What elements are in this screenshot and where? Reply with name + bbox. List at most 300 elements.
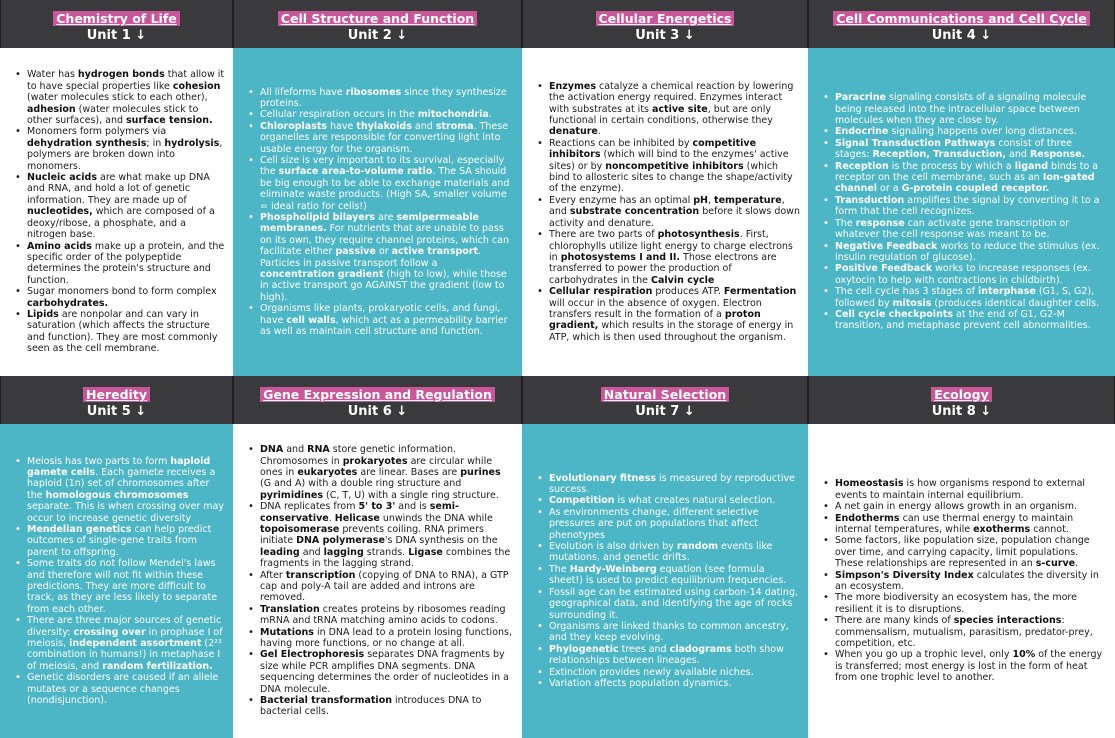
bold-term: crossing over xyxy=(73,626,146,638)
bold-term: semipermeable membranes. xyxy=(260,212,479,235)
bold-term: Simpson's Diversity Index xyxy=(835,569,974,581)
bullet-text: is what creates natural selection. xyxy=(614,495,776,507)
bullet-text: are circular while ones in xyxy=(260,455,493,478)
bullet-text: separates DNA fragments by size while PCR amplifies DNA segments. DNA sequencing determines the order of nucleotides in a DNA molecule. xyxy=(260,649,509,695)
bullet-text: Sugar monomers bond to form complex xyxy=(27,286,217,298)
bullet-text: . Particles in passive transport follow a xyxy=(260,246,482,269)
bullet-text: The xyxy=(549,563,570,575)
bullet-item xyxy=(12,672,225,706)
bullet-text: Reactions can be inhibited by xyxy=(549,137,693,149)
bullet-text: cannot. xyxy=(1030,523,1069,535)
bullet-text: (which will bind to the enzymes' active sites) or by xyxy=(549,149,789,172)
bold-term: Lipids xyxy=(27,308,59,320)
bullet-text: signaling consists of a signaling molecule being released into the intracellular space between molecules when they are close by. xyxy=(835,92,1087,127)
bold-term: denature xyxy=(549,126,598,138)
bullet-item xyxy=(820,286,1107,309)
bullet-text: : commensalism, mutualism, parasitism, predator-prey, competition, etc. xyxy=(835,615,1093,650)
bullet-text: binds to a receptor on the cell membrane, such as an xyxy=(835,160,1099,184)
bullet-text: trees and xyxy=(618,643,670,655)
bullet-item xyxy=(245,604,514,627)
bold-term: Translation xyxy=(260,603,320,615)
unit-8-label: Unit 8 ↓ xyxy=(931,404,992,419)
bold-term: Helicase xyxy=(334,512,380,524)
unit-6-bullets xyxy=(245,444,514,718)
bullet-text: works to reduce the stimulus (ex. insulin regulation of glucose). xyxy=(835,240,1100,263)
bullet-text: of the energy is transferred; most energy is lost in the form of heat from one trophic level to another. xyxy=(835,649,1103,684)
bullet-item xyxy=(820,126,1107,137)
bullet-item xyxy=(245,444,514,501)
bold-term: Paracrine xyxy=(835,92,886,104)
bullet-text: are linear. Bases are xyxy=(357,466,461,478)
bullet-text: since they synthesize proteins. xyxy=(260,86,507,109)
bullet-text: are xyxy=(375,212,397,223)
bullet-text: Cellular respiration occurs in the xyxy=(260,109,418,121)
bullet-text: both show relationships between lineages. xyxy=(549,643,784,667)
bullet-text: DNA replicates from xyxy=(260,501,359,513)
bold-term: Response. xyxy=(1029,149,1086,161)
unit-2-bullets xyxy=(245,87,514,338)
bullet-item xyxy=(820,138,1107,161)
bullet-text: Monomers form polymers via xyxy=(27,126,167,138)
bullet-item xyxy=(820,535,1107,569)
bold-term: carbohydrates. xyxy=(27,297,109,309)
bullet-text: at the end of G1, G2-M transition, and metaphase prevent cell abnormalities. xyxy=(835,308,1091,332)
bullet-text: produces ATP. xyxy=(652,286,724,298)
unit-7-title: Natural Selection xyxy=(601,387,729,402)
unit-3-header xyxy=(522,0,808,48)
bullet-text: Meiosis has two parts to form xyxy=(27,455,171,467)
bold-term: pH xyxy=(693,194,708,206)
bullet-item xyxy=(534,229,800,286)
bullet-text: A net gain in energy allows growth in an organism. xyxy=(835,501,1078,513)
bold-term: photosystems I and II. xyxy=(560,251,680,263)
bullet-item xyxy=(820,195,1107,218)
bold-term: Signal Transduction Pathways xyxy=(835,137,996,149)
bullet-text: Variation affects population dynamics. xyxy=(549,677,732,689)
bold-term: leading xyxy=(260,546,300,558)
bullet-text: and xyxy=(411,120,436,132)
bold-term: photosynthesis xyxy=(657,229,740,241)
bold-term: eukaryotes xyxy=(297,466,358,478)
bold-term: ribosomes xyxy=(345,86,402,98)
bold-term: Chloroplasts xyxy=(260,120,328,132)
bullet-text: Genetic disorders are caused if an allele mutates or a sequence changes (nondisjunction). xyxy=(27,672,219,707)
bullet-text: As environments change, different selective pressures are put on populations that affect phenotypes xyxy=(549,506,759,541)
bullet-item xyxy=(245,109,514,120)
bullet-item xyxy=(820,92,1107,126)
unit-7-bullets xyxy=(534,473,800,690)
bold-term: purines xyxy=(460,466,501,478)
bold-term: Ligase xyxy=(408,546,443,558)
bullet-text: , but are only functional in certain conditions, otherwise they xyxy=(549,103,773,127)
bullet-text: All lifeforms have xyxy=(260,86,346,98)
bullet-text: There are two parts of xyxy=(549,229,658,241)
unit-3-label: Unit 3 ↓ xyxy=(635,28,695,43)
bullet-item xyxy=(245,649,514,695)
bullet-text: introduces DNA to bacterial cells. xyxy=(260,695,482,718)
bullet-text: can use thermal energy to maintain internal temperatures, while xyxy=(835,512,1074,535)
bullet-text: (2²³ combination in humans!) in metaphase I of meiosis, and xyxy=(27,638,222,672)
bullet-text: and xyxy=(1006,149,1030,161)
bullet-item xyxy=(534,195,800,229)
bullet-item xyxy=(820,478,1107,501)
bullet-text: or a xyxy=(877,183,902,195)
bullet-item xyxy=(12,241,225,287)
bold-term: cohesion xyxy=(172,80,221,92)
unit-2-title: Cell Structure and Function xyxy=(278,11,477,26)
bullet-text: works to increase responses (ex. oxytocin to help with contractions in childbirth). xyxy=(835,263,1091,286)
bullet-item xyxy=(12,456,225,524)
bullet-text: equation (see formula sheet!) is used to predict equilibrium frequencies. xyxy=(549,563,787,587)
bullet-item xyxy=(534,81,800,138)
bullet-text: . Each gamete receives a haploid (1n) set of chromosomes after the xyxy=(27,466,216,501)
bullet-text: and xyxy=(283,444,308,456)
bullet-text: (which bind to allosteric sites to change the shape/activity of the enzyme). xyxy=(549,160,793,195)
bullet-text: After xyxy=(260,569,286,581)
bullet-text: combines the fragments in the lagging strand. xyxy=(260,546,511,570)
bold-term: cell walls xyxy=(286,314,336,326)
bullet-text: is measured by reproductive success. xyxy=(549,472,795,496)
unit-3-content xyxy=(522,48,808,376)
bullet-text: (water molecules stick to each other), xyxy=(27,92,208,104)
bold-term: independent assortment xyxy=(69,638,202,650)
bullet-item xyxy=(12,615,225,672)
bullet-item xyxy=(12,286,225,309)
bullet-text: , and xyxy=(549,194,785,218)
bold-term: proton gradient, xyxy=(549,308,761,332)
unit-8-title: Ecology xyxy=(931,387,992,402)
bold-term: interphase xyxy=(978,286,1036,298)
unit-5-bullets xyxy=(12,456,225,707)
unit-4-label: Unit 4 ↓ xyxy=(931,28,992,43)
bold-term: lagging xyxy=(323,546,364,558)
bullet-text: (G and A) with a double ring structure and xyxy=(260,478,462,490)
bullet-text: will occur in the absence of oxygen. Electron transfers result in the formation of a xyxy=(549,297,762,320)
bold-term: homologous chromosomes xyxy=(45,489,189,501)
bullet-text: Some factors, like population size, population change over time, and carrying capacity, limit populations. These relationships are represented in an xyxy=(835,535,1090,570)
bullet-text: (C, T, U) with a single ring structure. xyxy=(323,489,499,501)
bold-term: active transport xyxy=(391,246,479,258)
unit-2-content xyxy=(233,48,522,376)
bullet-text: unwinds the DNA while xyxy=(379,512,493,524)
bold-term: nucleotides, xyxy=(27,206,93,218)
unit-7-label: Unit 7 ↓ xyxy=(635,404,695,419)
unit-1-label: Unit 1 ↓ xyxy=(86,28,147,43)
bold-term: species interactions xyxy=(953,615,1062,627)
bullet-text: signaling happens over long distances. xyxy=(888,126,1077,138)
bold-term: passive xyxy=(335,246,376,258)
bullet-text: (produces identical daughter cells. xyxy=(931,297,1100,309)
bullet-item xyxy=(534,621,800,644)
unit-2-label: Unit 2 ↓ xyxy=(347,28,408,43)
bold-term: semi-conservative xyxy=(260,501,459,524)
bold-term: Transduction xyxy=(835,194,905,206)
bold-term: DNA polymerase xyxy=(296,535,385,547)
unit-6-label: Unit 6 ↓ xyxy=(347,404,408,419)
bullet-text: . The SA should be big enough to be able to exchange materials and eliminate waste products. (High SA, smaller volume = ideal ratio for cells!) xyxy=(260,166,510,212)
bold-term: surface area-to-volume ratio xyxy=(278,166,433,178)
bullet-text: are nonpolar and can vary in saturation (which affects the structure and function). They are most commonly seen as the cell membrane. xyxy=(27,308,218,355)
bold-term: Enzymes xyxy=(549,80,596,92)
bullet-text: ; in xyxy=(146,137,165,149)
unit-4-header xyxy=(808,0,1115,48)
bullet-text: prevents coiling. RNA primers initiate xyxy=(260,523,484,547)
bullet-item xyxy=(12,524,225,558)
bullet-item xyxy=(820,513,1107,536)
bullet-text: Every enzyme has an optimal xyxy=(549,194,694,206)
bold-term: hydrolysis xyxy=(164,137,220,149)
bold-term: random fertilization. xyxy=(102,660,213,672)
bullet-text: are what make up DNA and RNA, and hold a lot of genetic information. They are made up of xyxy=(27,172,210,206)
bullet-text: strands. xyxy=(363,546,409,558)
bullet-item xyxy=(245,695,514,718)
bullet-item xyxy=(534,286,800,343)
bold-term: Bacterial transformation xyxy=(260,695,392,707)
bullet-text: Those electrons are transferred to power the production of carbohydrates in the xyxy=(549,251,777,286)
bullet-text: can activate gene transcription or whatever the cell response was meant to be. xyxy=(835,217,1070,241)
bullet-text: consist of three stages: xyxy=(835,137,1073,161)
bullet-text: creates proteins by ribosomes reading mRNA and tRNA matching amino acids to codons. xyxy=(260,603,506,627)
bullet-item xyxy=(12,558,225,615)
bold-term: Positive Feedback xyxy=(835,263,933,275)
unit-1-header xyxy=(0,0,233,48)
bullet-text: which are composed of a deoxy/ribose, a phosphate, and a nitrogen base. xyxy=(27,206,215,241)
bullet-text: or xyxy=(375,246,392,258)
bold-term: substrate concentration xyxy=(569,206,700,218)
bullet-text: , xyxy=(708,194,715,206)
bold-term: haploid gamete cells xyxy=(27,455,211,478)
unit-7-header xyxy=(522,376,808,424)
bullet-text: For nutrients that are unable to pass on its own, they require channel proteins, which can facilitate either xyxy=(260,223,509,258)
unit-3-title: Cellular Energetics xyxy=(596,11,735,26)
unit-2-header xyxy=(233,0,522,48)
bullet-text: . First, chlorophylls utilize light energy to charge electrons in xyxy=(549,229,793,263)
bold-term: Endocrine xyxy=(835,126,889,138)
bold-term: s-curve xyxy=(1035,558,1076,570)
bullet-text: . xyxy=(488,109,492,121)
bold-term: exotherms xyxy=(973,523,1031,535)
bullet-item xyxy=(820,570,1107,593)
bullet-item xyxy=(820,649,1107,683)
bold-term: noncompetitive inhibitors xyxy=(605,160,744,172)
bold-term: Homeostasis xyxy=(835,478,904,490)
bullet-text: (water molecules stick to other surfaces), and xyxy=(27,103,199,127)
bold-term: temperature xyxy=(714,194,782,206)
unit-8-bullets xyxy=(820,478,1107,683)
bullet-text: in DNA lead to a protein losing functions, having more functions, or no change at all. xyxy=(260,626,512,650)
bullet-item xyxy=(534,541,800,564)
bullet-text: The more biodiversity an ecosystem has, the more resilient it is to disruptions. xyxy=(835,592,1077,615)
bullet-item xyxy=(534,507,800,541)
bold-term: Phospholipid bilayers xyxy=(260,212,376,223)
bullet-text: store genetic information. Chromosomes in xyxy=(260,444,457,467)
bold-term: Negative Feedback xyxy=(835,240,938,252)
bold-term: Evolutionary fitness xyxy=(549,472,657,484)
unit-5-header xyxy=(0,376,233,424)
bold-term: Mutations xyxy=(260,626,314,638)
bold-term: Reception xyxy=(835,160,889,172)
bullet-item xyxy=(534,644,800,667)
bullet-text: which results in the storage of energy in ATP, which is then used throughout the organism. xyxy=(549,320,794,343)
unit-7-content xyxy=(522,424,808,738)
bullet-item xyxy=(12,309,225,355)
bullet-item xyxy=(245,155,514,212)
unit-4-title: Cell Communications and Cell Cycle xyxy=(833,11,1090,26)
bullet-text: , which act as a permeability barrier as well as maintain cell structure and function. xyxy=(260,314,508,338)
bold-term: RNA xyxy=(307,444,330,456)
bold-term: adhesion xyxy=(27,103,76,115)
bullet-text: Organisms like plants, prokaryotic cells, and fungi, have xyxy=(260,303,501,326)
bold-term: Calvin cycle xyxy=(651,274,715,286)
bullet-text: The cell cycle has 3 stages of xyxy=(835,286,979,298)
bullet-text: can help predict outcomes of single-gene traits from parent to offspring. xyxy=(27,523,212,558)
bullet-item xyxy=(534,138,800,195)
bold-term: Fermentation xyxy=(723,286,797,298)
bullet-text: events like mutations, and genetic drifts. xyxy=(549,541,773,564)
unit-5-content xyxy=(0,424,233,738)
bold-term: concentration gradient xyxy=(260,269,384,281)
bold-term: hydrogen bonds xyxy=(77,69,165,81)
bullet-item xyxy=(534,473,800,496)
bullet-text: 's DNA synthesis on the xyxy=(384,535,498,547)
bullet-text: (G1, S, G2), followed by xyxy=(835,286,1095,309)
unit-6-title: Gene Expression and Regulation xyxy=(260,387,495,402)
bullet-item xyxy=(245,627,514,650)
bullet-text: When you go up a trophic level, only xyxy=(835,649,1013,661)
unit-3-bullets xyxy=(534,81,800,343)
bullet-item xyxy=(534,667,800,678)
bullet-item xyxy=(534,678,800,689)
bold-term: topoisomerase xyxy=(260,523,340,535)
bullet-item xyxy=(245,501,514,569)
bullet-item xyxy=(12,69,225,126)
bullet-text: catalyze a chemical reaction by lowering the activation energy required. Enzymes interact with substrates at its xyxy=(549,80,794,115)
bullet-text: before it slows down activity and denature. xyxy=(549,206,800,229)
bullet-item xyxy=(820,309,1107,332)
bullet-text: have xyxy=(327,120,357,132)
bold-term: Cell cycle checkpoints xyxy=(835,308,954,320)
bullet-text: . xyxy=(597,126,601,138)
bold-term: Hardy-Weinberg xyxy=(569,563,657,575)
bold-term: G-protein coupled receptor. xyxy=(901,183,1050,195)
bullet-item xyxy=(820,615,1107,649)
bold-term: 5' to 3' xyxy=(358,501,396,513)
unit-6-content xyxy=(233,424,522,738)
bullet-text: . xyxy=(1075,558,1079,570)
bold-term: Amino acids xyxy=(27,240,92,252)
bold-term: active site xyxy=(652,103,708,115)
bullet-text: Water has xyxy=(27,69,78,81)
bullet-text: and xyxy=(299,546,324,558)
bullet-text: amplifies the signal by converting it to a form that the cell recognizes. xyxy=(835,194,1100,218)
bullet-text: that allow it to have special properties like xyxy=(27,69,225,92)
bold-term: 10% xyxy=(1012,649,1036,661)
bullet-text: in prophase I of meiosis, xyxy=(27,626,223,650)
unit-6-header xyxy=(233,376,522,424)
bullet-item xyxy=(245,87,514,110)
bullet-text: . These organelles are responsible for converting light into usable energy for the organism. xyxy=(260,120,509,155)
unit-1-title: Chemistry of Life xyxy=(53,11,179,26)
bullet-text: . xyxy=(328,512,335,524)
bold-term: mitochondria xyxy=(417,109,489,121)
bullet-text: Extinction provides newly available niches. xyxy=(549,666,754,678)
bullet-item xyxy=(534,495,800,506)
bold-term: dehydration synthesis xyxy=(27,137,147,149)
bold-term: ligand xyxy=(1014,160,1049,172)
bullet-text: separate. This is when crossing over may occur to increase genetic diversity xyxy=(27,501,224,524)
bullet-text: The xyxy=(835,217,856,229)
bullet-text: , polymers are broken down into monomers. xyxy=(27,137,223,172)
bold-term: response xyxy=(855,217,905,229)
bullet-item xyxy=(534,587,800,621)
bold-term: Mendelian genetics xyxy=(27,523,132,535)
bold-term: stroma xyxy=(435,120,474,132)
bold-term: Cellular respiration xyxy=(549,286,653,298)
bullet-item xyxy=(820,592,1107,615)
bullet-text: Some traits do not follow Mendel's laws and therefore will not fit within these predictions. They are more difficult to track, as they are less likely to separate from each other. xyxy=(27,558,218,615)
bullet-text: Evolution is also driven by xyxy=(549,541,677,553)
unit-1-bullets xyxy=(12,69,225,354)
bold-term: Gel Electrophoresis xyxy=(260,649,365,661)
bullet-text: (copying of DNA to RNA), a GTP cap and poly-A tail are added and introns are removed. xyxy=(260,569,509,604)
bold-term: surface tension. xyxy=(126,115,213,127)
bullet-item xyxy=(820,501,1107,512)
bold-term: cladograms xyxy=(669,643,732,655)
bullet-text: (high to low), while those in active transport go AGAINST the gradient (low to high). xyxy=(260,269,507,303)
bullet-item xyxy=(245,570,514,604)
bullet-item xyxy=(820,161,1107,195)
bold-term: mitosis xyxy=(892,297,932,309)
bold-term: Reception, Transduction, xyxy=(872,149,1007,161)
bold-term: Competition xyxy=(549,495,615,507)
bullet-item xyxy=(245,121,514,155)
bullet-text: Fossil age can be estimated using carbon-14 dating, geographical data, and identifying the age of rocks surrounding it. xyxy=(549,586,799,621)
bullet-item xyxy=(12,126,225,172)
unit-4-content xyxy=(808,48,1115,376)
bullet-text: is the process by which a xyxy=(888,160,1015,172)
bold-term: Nucleic acids xyxy=(27,172,97,184)
bullet-item xyxy=(245,303,514,337)
bullet-item xyxy=(12,172,225,240)
bold-term: Ion-gated channel xyxy=(835,172,1095,195)
bullet-item xyxy=(820,263,1107,286)
bold-term: pyrimidines xyxy=(260,489,324,501)
bullet-text: Cell size is very important to its survival, especially the xyxy=(260,154,505,178)
unit-8-content xyxy=(808,424,1115,738)
bold-term: prokaryotes xyxy=(342,455,408,467)
bold-term: thylakoids xyxy=(356,120,412,132)
bold-term: Endotherms xyxy=(835,512,900,524)
bold-term: competitive inhibitors xyxy=(549,137,757,161)
bullet-text: There are many kinds of xyxy=(835,615,954,627)
bullet-text: Organisms are linked thanks to common ancestry, and they keep evolving. xyxy=(549,620,789,644)
unit-8-header xyxy=(808,376,1115,424)
bullet-item xyxy=(820,241,1107,264)
bullet-text: make up a protein, and the specific order of the polypeptide determines the protein's structure and function. xyxy=(27,240,225,286)
bold-term: DNA xyxy=(260,444,284,456)
unit-1-content xyxy=(0,48,233,376)
bullet-item xyxy=(245,212,514,303)
bullet-text: is how organisms respond to external events to maintain internal equilibrium. xyxy=(835,478,1086,501)
bullet-item xyxy=(534,564,800,587)
bold-term: transcription xyxy=(285,569,356,581)
unit-4-bullets xyxy=(820,92,1107,332)
bold-term: random xyxy=(676,541,719,553)
unit-5-label: Unit 5 ↓ xyxy=(86,404,147,419)
bullet-item xyxy=(820,218,1107,241)
bullet-text: There are three major sources of genetic diversity: xyxy=(27,615,222,638)
bold-term: Phylogenetic xyxy=(549,643,619,655)
